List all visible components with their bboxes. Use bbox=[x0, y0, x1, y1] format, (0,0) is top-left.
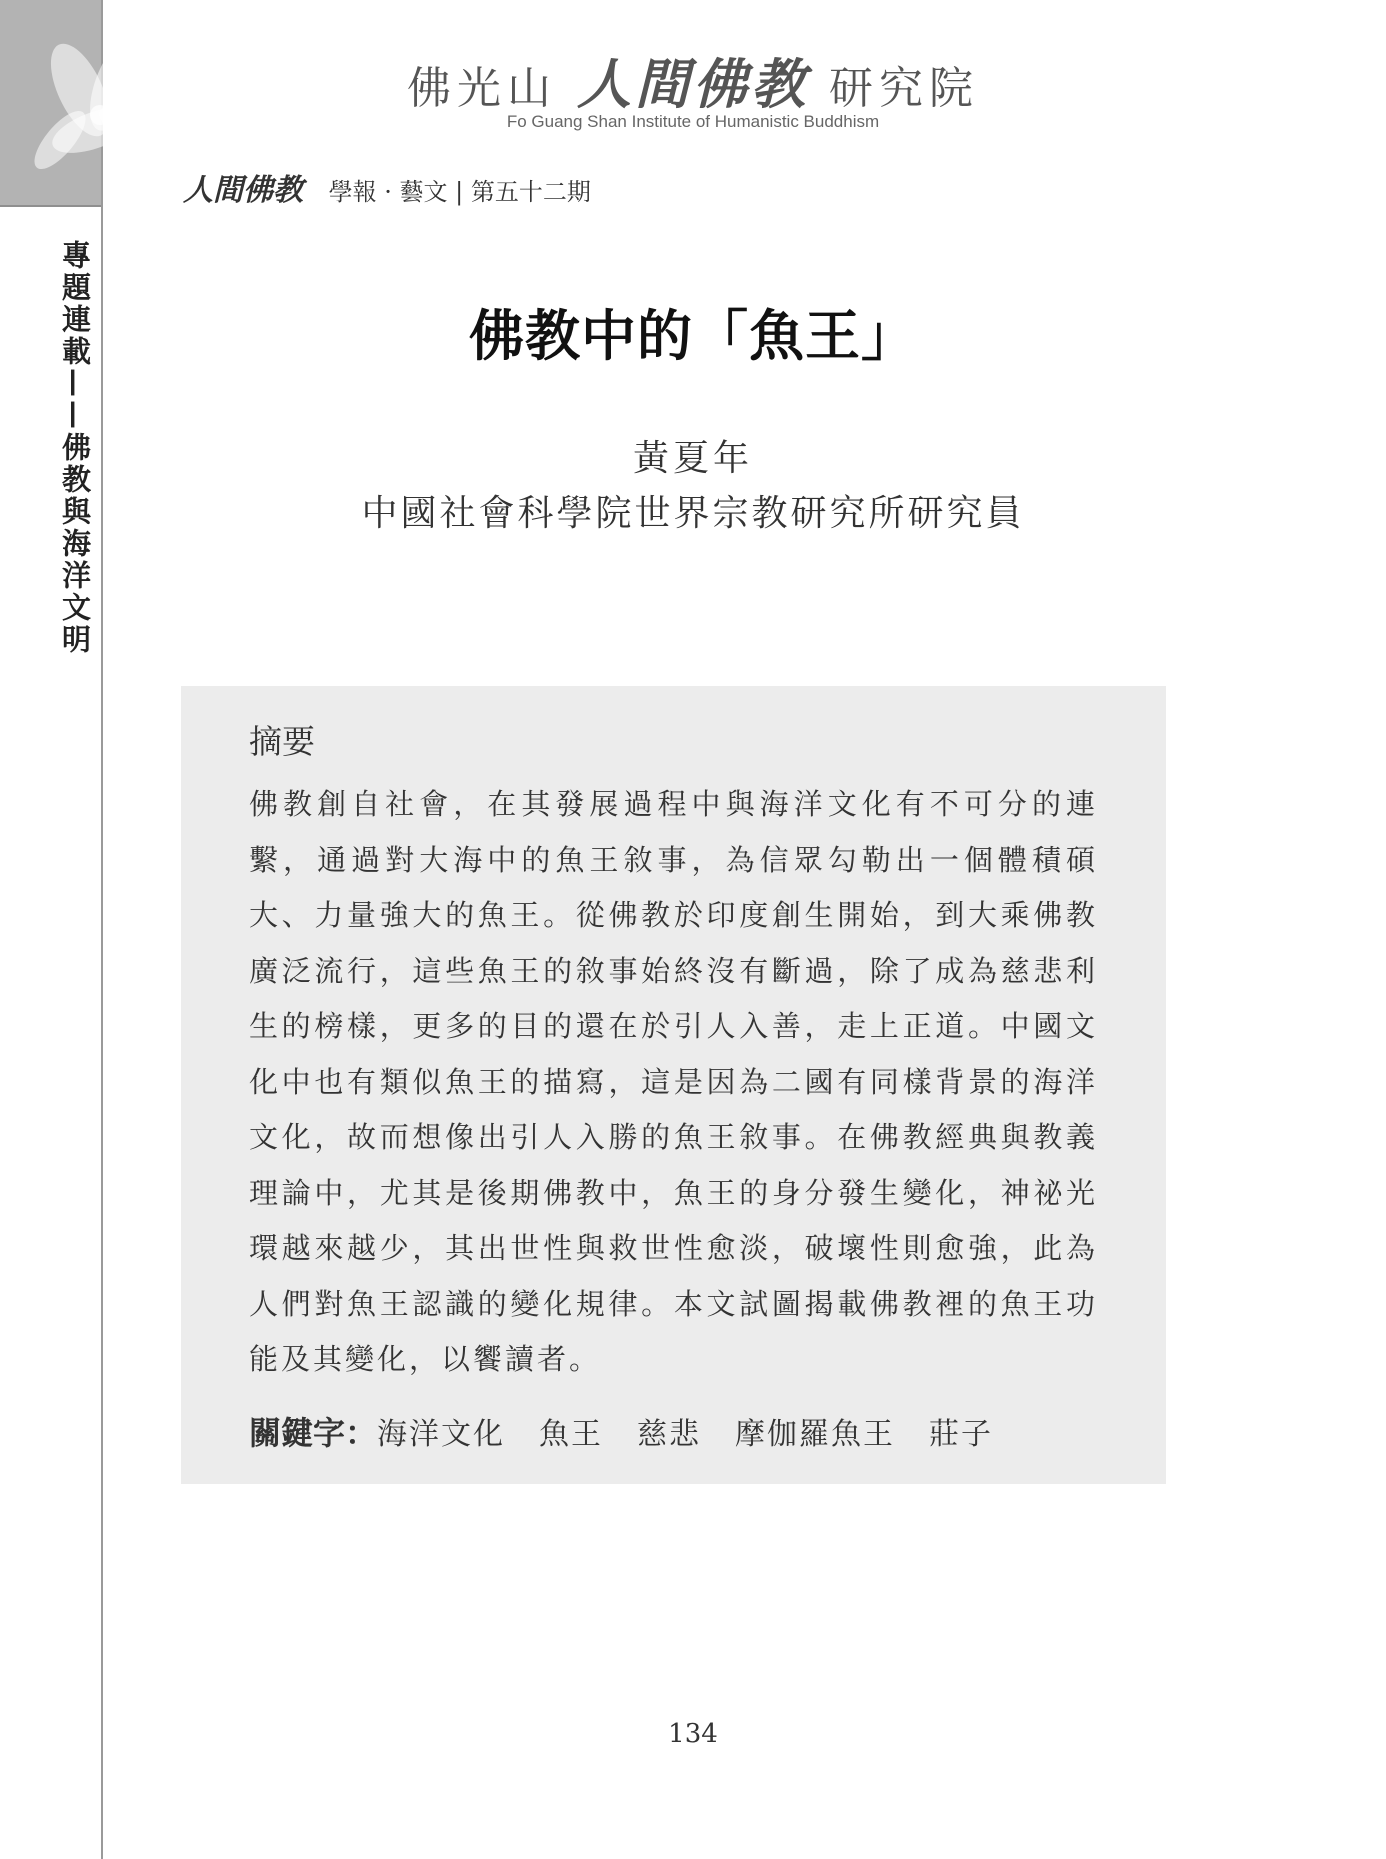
abstract-body: 佛教創自社會，在其發展過程中與海洋文化有不可分的連繫，通過對大海中的魚王敘事，為信眾勾勒出一個體積碩大、力量強大的魚王。從佛教於印度創生開始，到大乘佛教廣泛流行，這些魚王的敘事始終沒有斷過，除了成為慈悲利生的榜樣，更多的目的還在於引人入善，走上正道。中國文化中也有類似魚王的描寫，這是因為二國有同樣背景的海洋文化，故而想像出引人入勝的魚王敘事。在佛教經典與教義理論中，尤其是後期佛教中，魚王的身分發生變化，神祕光環越來越少，其出世性與救世性愈淡，破壞性則愈強，此為人們對魚王認識的變化規律。本文試圖揭載佛教裡的魚王功能及其變化，以饗讀者。 bbox=[249, 787, 1098, 1376]
abstract-heading: 摘要 bbox=[249, 722, 315, 761]
keyword: 魚王 bbox=[539, 1416, 604, 1452]
keyword: 海洋文化 bbox=[377, 1416, 506, 1452]
keyword: 慈悲 bbox=[637, 1416, 702, 1452]
journal-info: 學報 · 藝文 | 第五十二期 bbox=[328, 178, 591, 206]
institute-brand: 人間佛教 bbox=[577, 52, 809, 116]
keyword: 莊子 bbox=[929, 1416, 994, 1452]
side-band-rule bbox=[0, 205, 101, 207]
article-title: 佛教中的「魚王」 bbox=[468, 303, 917, 368]
keyword: 摩伽羅魚王 bbox=[735, 1416, 896, 1452]
institute-english-name: Fo Guang Shan Institute of Humanistic Buddhism bbox=[506, 112, 880, 131]
journal-brand: 人間佛教 bbox=[183, 173, 303, 208]
journal-line bbox=[183, 165, 591, 209]
institute-title bbox=[0, 42, 1386, 119]
keywords-label: 關鍵字： bbox=[249, 1413, 378, 1452]
keywords-line bbox=[249, 1408, 1098, 1454]
institute-prefix: 佛光山 bbox=[407, 63, 557, 114]
abstract-box bbox=[181, 686, 1166, 1484]
author-affiliation: 中國社會科學院世界宗教研究所研究員 bbox=[361, 493, 1025, 534]
author-name: 黃夏年 bbox=[632, 438, 753, 479]
page-number: 134 bbox=[668, 1719, 718, 1749]
institute-suffix: 研究院 bbox=[829, 63, 979, 114]
side-section-label: 專題連載——佛教與海洋文明 bbox=[58, 240, 92, 656]
side-band bbox=[0, 0, 103, 1859]
